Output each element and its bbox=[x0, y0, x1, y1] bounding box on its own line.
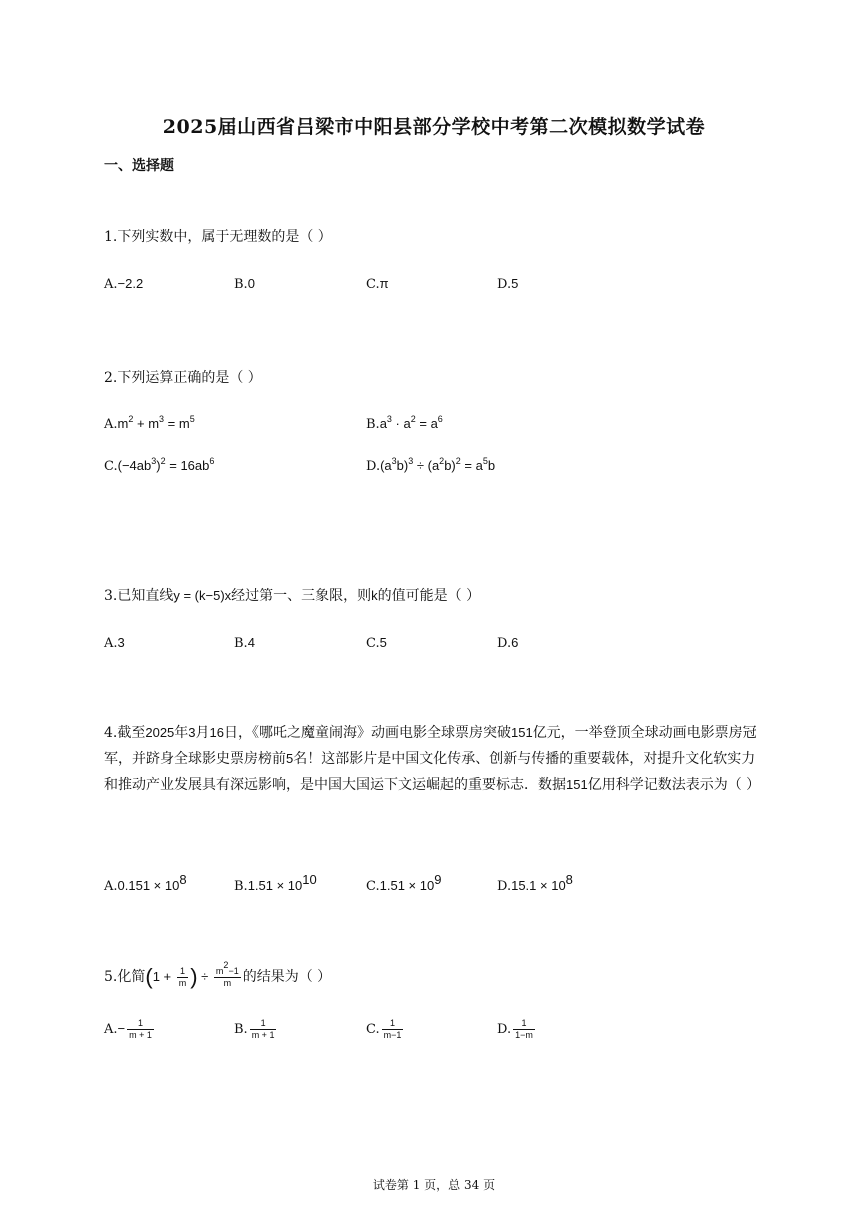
question-5-stem: 5.化简(1 + $\frac{1}{m}$ ) ÷ $\frac{m^2-1}{m}$ 的结果为（ ） bbox=[104, 960, 332, 989]
q3-option-b[interactable]: B.4 bbox=[234, 635, 255, 651]
q2-option-b[interactable]: $B.a^3 \cdot a^2 = a^6$ bbox=[366, 414, 443, 432]
question-2-stem: 2.下列运算正确的是（ ） bbox=[104, 370, 262, 386]
page-title: 2025届山西省吕梁市中阳县部分学校中考第二次模拟数学试卷 bbox=[162, 116, 706, 138]
fraction: $\frac{1}{m}$ bbox=[178, 965, 187, 988]
q5-option-c[interactable]: C. $\frac{1}{m-1}$ bbox=[366, 1018, 402, 1040]
q2-option-c[interactable]: $C.(-4ab^3)^2 = 16ab^6$ bbox=[104, 456, 215, 474]
q2-option-a[interactable]: $A.m^2 + m^3 = m^5$ bbox=[104, 414, 195, 432]
q3-option-a[interactable]: A.3 bbox=[104, 635, 125, 651]
q3-option-d[interactable]: D.6 bbox=[497, 635, 519, 651]
q2-option-d[interactable]: $D.(a^3b)^3 \div (a^2b)^2 = a^5b$ bbox=[366, 456, 496, 474]
fraction: $\frac{1}{1-m}$ bbox=[515, 1018, 533, 1040]
q1-option-b[interactable]: B.0 bbox=[234, 276, 255, 292]
q5-option-d[interactable]: D. $\frac{1}{1-m}$ bbox=[497, 1018, 533, 1040]
q4-option-b[interactable]: $B.1.51 \times 10^{10}$ bbox=[234, 872, 317, 894]
question-1-stem: 1.下列实数中，属于无理数的是（ ） bbox=[104, 229, 332, 245]
q4-option-a[interactable]: $A.0.151 \times 10^8$ bbox=[104, 872, 187, 894]
math-paren: ( bbox=[145, 964, 153, 989]
q1-option-a[interactable]: A.−2.2 bbox=[104, 276, 144, 292]
page-footer: 试卷第 1 页，总 34 页 bbox=[372, 1178, 496, 1192]
question-4-stem: 4.截至2025年3月16日，《哪吒之魔童闹海》动画电影全球票房突破151亿元，一举登顶全球动画电影票房冠军，并跻身全球影史票房榜前5名！这部影片是中国文化传承、创新与传播的重要载体，对提升文化软实力和推动产业发展具有深远影响，是中国大国运下文运崛起的重要标志．数据151亿用科学记数法表示为（ ） bbox=[104, 725, 761, 793]
q2-option-a-expr: $m^2 + m^3 = m^5$ bbox=[117, 414, 195, 431]
question-3-stem: 3.已知直线y = (k−5)x经过第一、三象限，则k的值可能是（ ） bbox=[104, 588, 481, 604]
math-paren: ) bbox=[190, 964, 198, 989]
q3-option-c[interactable]: C.5 bbox=[366, 635, 387, 651]
q2-option-b-expr: $a^3 \cdot a^2 = a^6$ bbox=[379, 414, 443, 431]
section-heading: 一、选择题 bbox=[104, 158, 174, 174]
fraction: $\frac{1}{m-1}$ bbox=[383, 1018, 402, 1040]
q5-option-b[interactable]: B. $\frac{1}{m + 1}$ bbox=[234, 1018, 275, 1040]
fraction: $\frac{m^2-1}{m}$ bbox=[215, 960, 239, 988]
q5-option-a[interactable]: A.− $\frac{1}{m + 1}$ bbox=[104, 1018, 152, 1040]
q1-option-c[interactable]: C.π bbox=[366, 276, 389, 292]
q2-option-c-expr: $(-4ab^3)^2 = 16ab^6$ bbox=[117, 456, 215, 473]
fraction: $\frac{1}{m + 1}$ bbox=[129, 1018, 152, 1040]
q4-option-d[interactable]: $D.15.1 \times 10^8$ bbox=[497, 872, 573, 894]
fraction: $\frac{1}{m + 1}$ bbox=[251, 1018, 275, 1040]
q1-option-d[interactable]: D.5 bbox=[497, 276, 519, 292]
q4-option-c[interactable]: $C.1.51 \times 10^9$ bbox=[366, 872, 442, 894]
q2-option-d-expr: $(a^3b)^3 \div (a^2b)^2 = a^5b$ bbox=[380, 456, 496, 473]
